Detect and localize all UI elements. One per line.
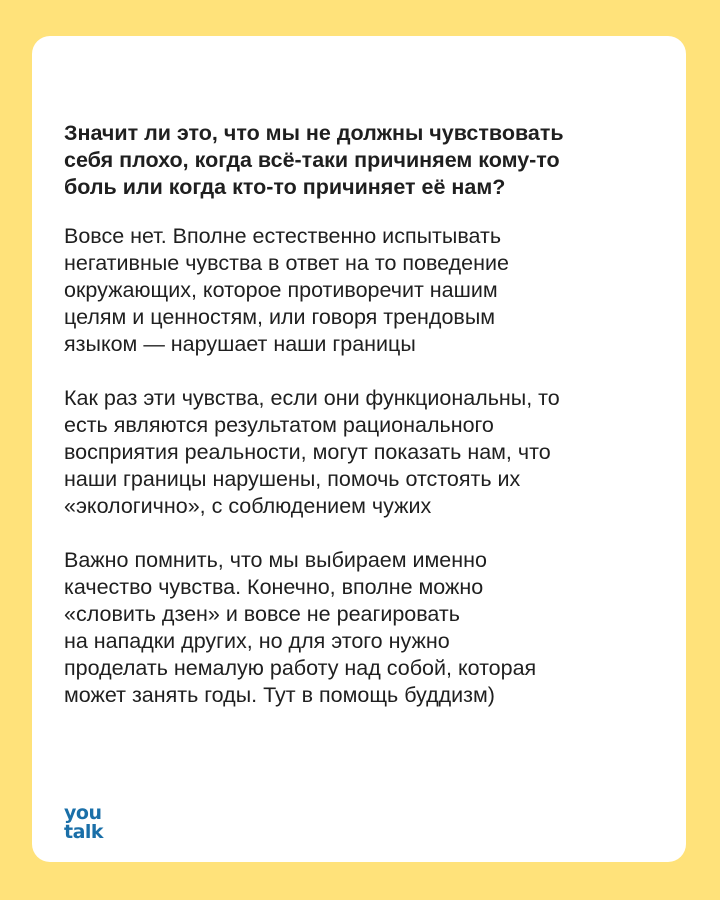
- paragraph-line: качество чувства. Конечно, вполне можно: [64, 575, 484, 599]
- article-body: [64, 120, 664, 736]
- article-heading: [64, 120, 664, 201]
- paragraph-line: Как раз эти чувства, если они функциональны, то: [64, 386, 560, 410]
- paragraph-2: [64, 385, 664, 520]
- paragraph-line: проделать немалую работу над собой, которая: [64, 656, 537, 680]
- paragraph-line: «словить дзен» и вовсе не реагировать: [64, 602, 460, 626]
- paragraph-line: восприятия реальности, могут показать нам, что: [64, 440, 551, 464]
- paragraph-line: языком — нарушает наши границы: [64, 332, 416, 356]
- paragraph-line: наши границы нарушены, помочь отстоять их: [64, 467, 521, 491]
- paragraph-line: может занять годы. Тут в помощь буддизм): [64, 683, 495, 707]
- heading-line: боль или когда кто-то причиняет её нам?: [64, 175, 506, 199]
- paragraph-line: «экологично», с соблюдением чужих: [64, 494, 432, 518]
- paragraph-line: негативные чувства в ответ на то поведение: [64, 251, 509, 275]
- paragraph-line: на нападки других, но для этого нужно: [64, 629, 450, 653]
- paragraph-line: окружающих, которое противоречит нашим: [64, 278, 498, 302]
- heading-line: Значит ли это, что мы не должны чувствовать: [64, 121, 564, 145]
- paragraph-line: есть являются результатом рационального: [64, 413, 494, 437]
- logo-line-talk: talk: [64, 821, 104, 843]
- paragraph-line: целям и ценностям, или говоря трендовым: [64, 305, 496, 329]
- paragraph-1: [64, 223, 664, 358]
- paragraph-3: [64, 547, 664, 709]
- paragraph-line: Важно помнить, что мы выбираем именно: [64, 548, 487, 572]
- logo-line-you: you: [64, 802, 102, 824]
- paragraph-line: Вовсе нет. Вполне естественно испытывать: [64, 224, 502, 248]
- youtalk-logo: [64, 804, 134, 842]
- content-card: [32, 36, 686, 862]
- heading-line: себя плохо, когда всё-таки причиняем кому-то: [64, 148, 560, 172]
